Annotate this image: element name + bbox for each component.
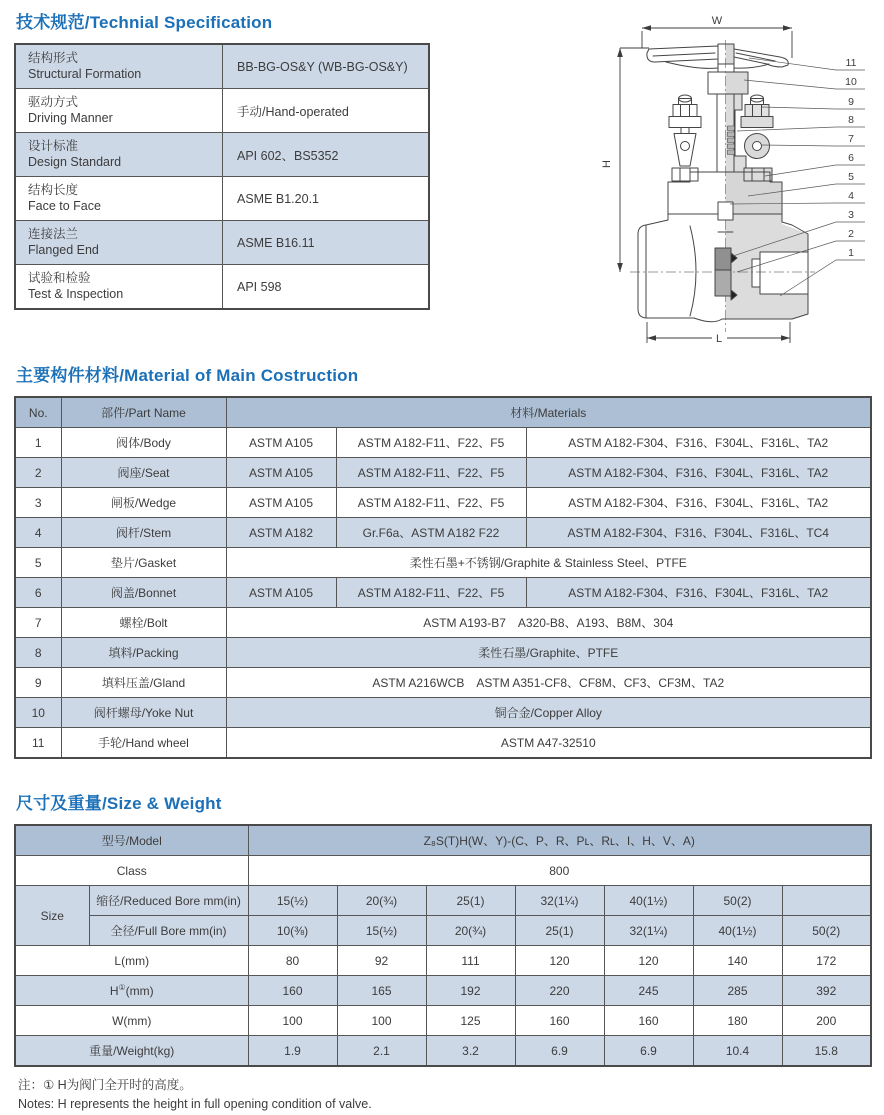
table-row (15, 638, 871, 668)
width-value: 160 (515, 1006, 604, 1036)
callout-7: 7 (848, 133, 854, 145)
spec-value-cell: API 602、BS5352 (223, 133, 430, 177)
length-label: L(mm) (15, 946, 248, 976)
material-3: ASTM A182-F304、F316、F304L、F316L、TC4 (526, 518, 871, 548)
table-header-row (15, 397, 871, 428)
material-1: ASTM A182 (226, 518, 336, 548)
spec-label-cell (15, 221, 223, 265)
part-no: 1 (15, 428, 61, 458)
full-bore-value: 10(⅜) (248, 916, 337, 946)
size-label: Size (15, 886, 89, 946)
eye-bolt-left (669, 95, 701, 181)
height-label (15, 976, 248, 1006)
part-no: 11 (15, 728, 61, 759)
material-full: 铜合金/Copper Alloy (226, 698, 871, 728)
material-1: ASTM A105 (226, 488, 336, 518)
col-header-part: 部件/Part Name (61, 397, 226, 428)
gland (744, 168, 772, 181)
material-2: ASTM A182-F11、F22、F5 (336, 578, 526, 608)
full-bore-value: 20(¾) (426, 916, 515, 946)
reduced-bore-value: 15(½) (248, 886, 337, 916)
spec-label-cn: 设计标准 (28, 138, 79, 153)
weight-value: 2.1 (337, 1036, 426, 1067)
table-row (15, 668, 871, 698)
table-row (15, 728, 871, 759)
callout-4: 4 (848, 190, 854, 202)
length-value: 140 (693, 946, 782, 976)
callout-11: 11 (845, 57, 857, 69)
top-section (14, 6, 870, 355)
spec-label-cell (15, 44, 223, 89)
part-no: 3 (15, 488, 61, 518)
part-no: 7 (15, 608, 61, 638)
material-full: 柔性石墨/Graphite、PTFE (226, 638, 871, 668)
width-value: 125 (426, 1006, 515, 1036)
size-section-title: 尺寸及重量/Size & Weight (16, 794, 222, 813)
material-1: ASTM A105 (226, 428, 336, 458)
table-row (15, 488, 871, 518)
length-row (15, 946, 871, 976)
spec-label-cn: 驱动方式 (28, 94, 79, 109)
height-value: 165 (337, 976, 426, 1006)
weight-value: 3.2 (426, 1036, 515, 1067)
width-value: 160 (604, 1006, 693, 1036)
reduced-bore-value: 50(2) (693, 886, 782, 916)
class-label: Class (15, 856, 248, 886)
table-row (15, 578, 871, 608)
callout-6: 6 (848, 152, 854, 164)
part-no: 9 (15, 668, 61, 698)
model-value: Z₈S(T)H(W、Y)-(C、P、R、Pʟ、Rʟ、I、H、V、A) (248, 825, 871, 856)
material-full: ASTM A216WCB ASTM A351-CF8、CF8M、CF3、CF3M、TA2 (226, 668, 871, 698)
full-bore-value: 50(2) (782, 916, 871, 946)
height-value: 160 (248, 976, 337, 1006)
material-full: 柔性石墨+不锈钢/Graphite & Stainless Steel、PTFE (226, 548, 871, 578)
spec-value-cell: ASME B16.11 (223, 221, 430, 265)
table-row (15, 548, 871, 578)
spec-label-cell (15, 177, 223, 221)
callout-10: 10 (845, 76, 857, 88)
weight-value: 15.8 (782, 1036, 871, 1067)
length-value: 111 (426, 946, 515, 976)
part-name: 垫片/Gasket (61, 548, 226, 578)
class-row (15, 856, 871, 886)
materials-section-title: 主要构件材料/Material of Main Costruction (16, 366, 359, 385)
table-row (15, 608, 871, 638)
spec-section (14, 6, 430, 310)
full-bore-label: 全径/Full Bore mm(in) (89, 916, 248, 946)
part-name: 阀盖/Bonnet (61, 578, 226, 608)
model-row (15, 825, 871, 856)
material-3: ASTM A182-F304、F316、F304L、F316L、TA2 (526, 488, 871, 518)
spec-section-title: 技术规范/Technial Specification (16, 13, 273, 32)
part-name: 阀体/Body (61, 428, 226, 458)
height-label-unit: (mm) (125, 984, 154, 998)
dim-h-label: H (601, 160, 613, 168)
footnote-en: Notes: H represents the height in full opening condition of valve. (18, 1097, 372, 1112)
material-3: ASTM A182-F304、F316、F304L、F316L、TA2 (526, 458, 871, 488)
width-row (15, 1006, 871, 1036)
part-name: 阀座/Seat (61, 458, 226, 488)
height-label-main: H (109, 984, 119, 998)
weight-row (15, 1036, 871, 1067)
table-row (15, 698, 871, 728)
width-label: W(mm) (15, 1006, 248, 1036)
spec-label-cn: 试验和检验 (28, 270, 91, 285)
part-name: 闸板/Wedge (61, 488, 226, 518)
callout-1: 1 (848, 247, 854, 259)
reduced-bore-row (15, 886, 871, 916)
spec-value-cell: 手动/Hand-operated (223, 89, 430, 133)
table-row (15, 44, 429, 89)
spec-label-en: Flanged End (28, 242, 99, 257)
col-header-no: No. (15, 397, 61, 428)
spec-table (14, 43, 430, 310)
length-value: 92 (337, 946, 426, 976)
part-no: 8 (15, 638, 61, 668)
table-row (15, 518, 871, 548)
width-value: 100 (248, 1006, 337, 1036)
gland-bolt-right (741, 95, 773, 181)
part-no: 6 (15, 578, 61, 608)
weight-value: 10.4 (693, 1036, 782, 1067)
callout-3: 3 (848, 209, 854, 221)
table-row (15, 133, 429, 177)
length-value: 80 (248, 946, 337, 976)
size-weight-table (14, 824, 872, 1067)
valve-cross-section-drawing (594, 6, 870, 350)
material-full: ASTM A47-32510 (226, 728, 871, 759)
class-value: 800 (248, 856, 871, 886)
wedge (715, 248, 731, 270)
material-full: ASTM A193-B7 A320-B8、A193、B8M、304 (226, 608, 871, 638)
model-label: 型号/Model (15, 825, 248, 856)
full-bore-value: 15(½) (337, 916, 426, 946)
table-row (15, 428, 871, 458)
spec-label-cell (15, 265, 223, 310)
table-row (15, 177, 429, 221)
length-value: 172 (782, 946, 871, 976)
dim-w-label: W (711, 15, 723, 27)
height-value: 220 (515, 976, 604, 1006)
height-value: 192 (426, 976, 515, 1006)
material-2: ASTM A182-F11、F22、F5 (336, 428, 526, 458)
callout-9: 9 (848, 96, 854, 108)
material-1: ASTM A105 (226, 458, 336, 488)
handwheel (647, 46, 718, 62)
spec-value-cell: API 598 (223, 265, 430, 310)
callout-2: 2 (848, 228, 854, 240)
height-value: 245 (604, 976, 693, 1006)
spec-label-en: Test & Inspection (28, 286, 124, 301)
part-no: 5 (15, 548, 61, 578)
spec-label-cn: 结构形式 (28, 50, 79, 65)
part-no: 2 (15, 458, 61, 488)
part-name: 手轮/Hand wheel (61, 728, 226, 759)
material-2: Gr.F6a、ASTM A182 F22 (336, 518, 526, 548)
part-no: 4 (15, 518, 61, 548)
spec-label-cn: 连接法兰 (28, 226, 79, 241)
weight-value: 6.9 (604, 1036, 693, 1067)
spec-value-cell: BB-BG-OS&Y (WB-BG-OS&Y) (223, 44, 430, 89)
width-value: 200 (782, 1006, 871, 1036)
table-row (15, 458, 871, 488)
table-row (15, 89, 429, 133)
height-row (15, 976, 871, 1006)
height-value: 285 (693, 976, 782, 1006)
material-1: ASTM A105 (226, 578, 336, 608)
part-name: 阀杆螺母/Yoke Nut (61, 698, 226, 728)
spec-label-cell (15, 133, 223, 177)
weight-value: 1.9 (248, 1036, 337, 1067)
width-value: 100 (337, 1006, 426, 1036)
part-name: 填料/Packing (61, 638, 226, 668)
material-2: ASTM A182-F11、F22、F5 (336, 488, 526, 518)
packing-rings (728, 126, 735, 155)
callout-5: 5 (848, 171, 854, 183)
footnotes (18, 1076, 870, 1115)
length-value: 120 (604, 946, 693, 976)
seat (715, 270, 731, 296)
footnote-cn: 注：① H为阀门全开时的高度。 (18, 1078, 192, 1092)
table-row (15, 265, 429, 310)
spec-value-cell: ASME B1.20.1 (223, 177, 430, 221)
material-2: ASTM A182-F11、F22、F5 (336, 458, 526, 488)
full-bore-value: 32(1¼) (604, 916, 693, 946)
weight-label: 重量/Weight(kg) (15, 1036, 248, 1067)
callout-8: 8 (848, 114, 854, 126)
spec-label-en: Structural Formation (28, 66, 142, 81)
material-3: ASTM A182-F304、F316、F304L、F316L、TA2 (526, 428, 871, 458)
valve-drawing-area (594, 6, 870, 355)
spec-label-cn: 结构长度 (28, 182, 79, 197)
length-value: 120 (515, 946, 604, 976)
materials-table (14, 396, 872, 759)
col-header-material: 材料/Materials (226, 397, 871, 428)
reduced-bore-value: 32(1¼) (515, 886, 604, 916)
spec-label-en: Design Standard (28, 154, 122, 169)
spec-label-en: Face to Face (28, 198, 101, 213)
width-value: 180 (693, 1006, 782, 1036)
full-bore-row (15, 916, 871, 946)
reduced-bore-label: 缩径/Reduced Bore mm(in) (89, 886, 248, 916)
part-name: 阀杆/Stem (61, 518, 226, 548)
weight-value: 6.9 (515, 1036, 604, 1067)
reduced-bore-value (782, 886, 871, 916)
full-bore-value: 25(1) (515, 916, 604, 946)
dim-l-label: L (715, 333, 723, 345)
reduced-bore-value: 20(¾) (337, 886, 426, 916)
spec-label-cell (15, 89, 223, 133)
reduced-bore-value: 40(1½) (604, 886, 693, 916)
reduced-bore-value: 25(1) (426, 886, 515, 916)
table-row (15, 221, 429, 265)
part-name: 螺栓/Bolt (61, 608, 226, 638)
height-value: 392 (782, 976, 871, 1006)
part-no: 10 (15, 698, 61, 728)
spec-label-en: Driving Manner (28, 110, 113, 125)
height-label-footnote-mark: ① (118, 983, 126, 992)
material-3: ASTM A182-F304、F316、F304L、F316L、TA2 (526, 578, 871, 608)
part-name: 填料压盖/Gland (61, 668, 226, 698)
full-bore-value: 40(1½) (693, 916, 782, 946)
